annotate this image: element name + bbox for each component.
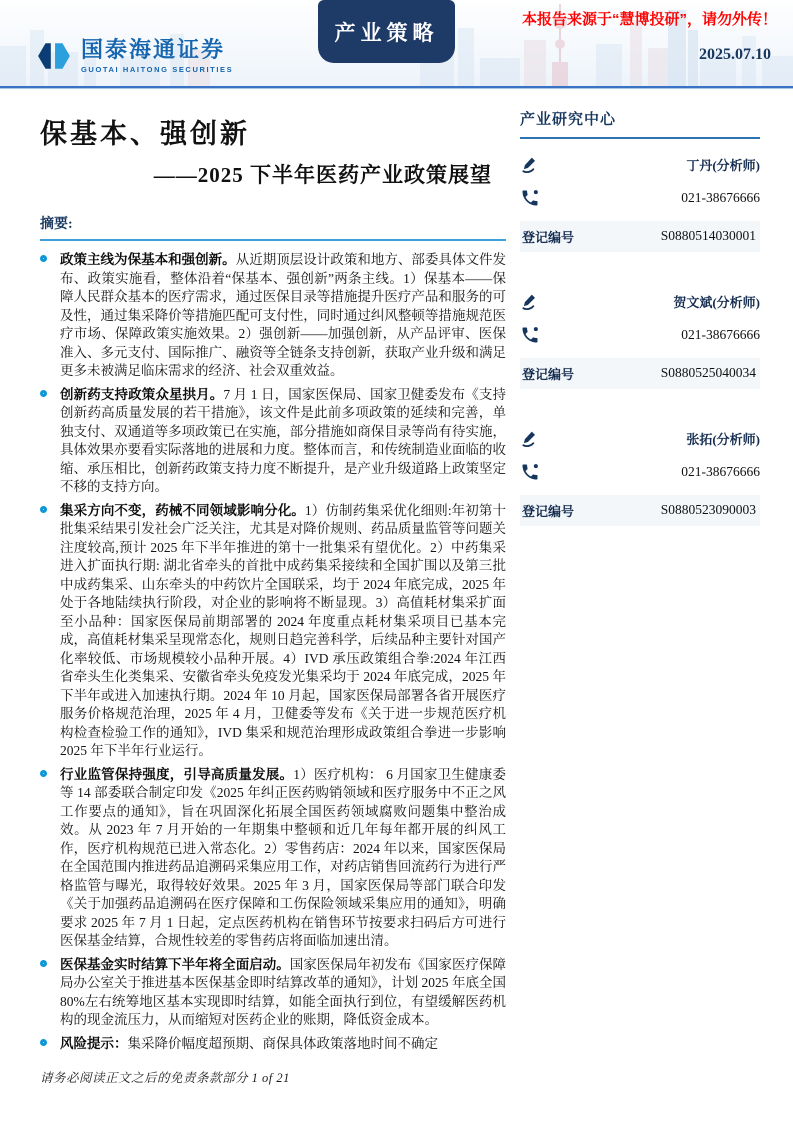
panel-title: 产业研究中心 — [520, 112, 617, 128]
analyst-phone-row — [520, 462, 760, 482]
bullet-text: 从近期顶层设计政策和地方、部委具体文件发布、政策实施看，整体沿着“保基本、强创新”两条主线。1）保基本——保障人民群众基本的医疗需求，通过医保目录等措施提升医疗产品和服务的可及性，通过集采降价等措施匹配可支付性，同时通过纠风整顿等措施规范医疗市场、保障政策实施效果。2）强创新——加强创新，从产品评审、医保准入、多元支付、国际推广、融资等全链条支持创新，获取产业升级和满足更多未被满足临床需求的经济、社会双重效益。 — [60, 252, 506, 378]
logo-text — [81, 38, 233, 74]
bullet-lead: 医保基金实时结算下半年将全面启动。 — [60, 956, 290, 972]
logo-gem-icon — [36, 40, 72, 72]
bullet-icon — [40, 960, 47, 967]
phone-icon — [520, 188, 540, 208]
bullet-text: 集采降价幅度超预期、商保具体政策落地时间不确定 — [127, 1035, 438, 1051]
registration-label: 登记编号 — [522, 229, 575, 245]
bullet-icon — [40, 390, 47, 397]
logo-name-cn: 国泰海通证券 — [81, 37, 226, 62]
logo-name-en: GUOTAI HAITONG SECURITIES — [81, 65, 234, 75]
company-logo — [36, 38, 233, 74]
analyst-name-row — [520, 429, 760, 449]
bullet-lead: 集采方向不变，药械不同领域影响分化。 — [60, 502, 305, 518]
registration-number: S0880525040034 — [660, 365, 756, 380]
category-badge: 产业策略 — [318, 0, 455, 63]
bullet-icon — [40, 255, 47, 262]
phone-icon — [520, 325, 540, 345]
analyst-phone-row — [520, 325, 760, 345]
header-divider — [0, 86, 793, 88]
bullet-text: 7 月 1 日，国家医保局、国家卫健委发布《支持创新药高质量发展的若干措施》，该文件是此前多项政策的延续和完善，单独支付、双通道等多项政策已在实施，部分措施如商保目录等尚有待实施，具体效果亦要看实际落地的进展和力度。整体而言，和传统制造业面临的收缩、承压相比，创新药政策支持力度不断提升，是产业升级道路上政策坚定不移的支持方向。 — [60, 386, 507, 494]
analyst-name: 张拓(分析师) — [686, 432, 760, 447]
analyst-block — [520, 292, 760, 389]
analyst-phone-row — [520, 188, 760, 208]
registration-row — [520, 221, 760, 252]
source-notice: 本报告来源于“慧博投研”，请勿外传！ — [521, 11, 777, 28]
registration-row — [520, 495, 760, 526]
summary-bullet — [40, 386, 506, 497]
bullet-lead: 风险提示： — [60, 1035, 128, 1051]
page-footer — [40, 1068, 290, 1086]
bullet-text: 1）医疗机构： 6 月国家卫生健康委等 14 部委联合制定印发《2025 年纠正医药购销领域和医疗服务中不正之风工作要点的通知》，旨在巩固深化拓展全国医药领域腐败问题集中整治成效。从 2023 年 7 月开始的一年期集中整顿和近几年每年都开展的纠风工作，医疗机构规范已进入常态化。2）零售药店：2024 年以来，国家医保局在全国范围内推进药品追溯码采集应用工作，对药店销售回流药行为进行严格监管与曝光，取得较好效果。2025 年 3 月，国家医保局等部门联合印发《关于加强药品追溯码在医疗保障和工伤保险领域采集应用的通知》，明确要求 2025 年 7 月 1 日起，定点医药机构在销售环节按要求扫码后方可进行医保基金结算，合规性较差的零售药店将面临加速出清。 — [60, 766, 506, 948]
analyst-phone: 021-38676666 — [681, 326, 760, 342]
report-title: 保基本、强创新 — [40, 119, 250, 149]
registration-number: S0880523090003 — [660, 502, 756, 517]
report-subtitle: ——2025 下半年医药产业政策展望 — [153, 163, 492, 187]
analyst-name: 贺文斌(分析师) — [673, 295, 760, 310]
bullet-text: 1）仿制药集采优化细则:年初第十批集采结果引发社会广泛关注，尤其是对降价规则、药品质量监管等问题关注度较高,预计 2025 年下半年推进的第十一批集采有望优化。2）中药集采进入扩面执行期: 湖北省牵头的首批中成药集采接续和全国扩围以及第三批中成药集采、山东牵头的中药饮片全国联采，均于 2024 年底完成，2025 年处于各地陆续执行阶段，对企业的影响将不断显现。3）高值耗材集采扩面至小品种：国家医保局前期部署的 2024 年度重点耗材集采项目已基本完成，高值耗材集采呈现常态化，规则日趋完善科学，后续品种主要针对国产化率较低、市场规模较小品种开展。4）IVD 承压政策组合拳:2024 年江西省牵头生化类集采、安徽省牵头免疫发光集采均于 2024 年底完成，2025 年下半年或进入加速执行期。2024 年 10 月起，国家医保局部署各省开展医疗服务价格规范治理，2025 年 4 月，卫健委等发布《关于进一步规范医疗机构检查检验工作的通知》，IVD 集采和规范治理形成政策组合拳进一步影响 2025 年下半年行业运行。 — [60, 502, 506, 758]
summary-list — [40, 251, 506, 1053]
pen-icon — [520, 429, 540, 449]
registration-row — [520, 358, 760, 389]
abstract-divider — [40, 239, 506, 241]
report-date: 2025.07.10 — [699, 46, 771, 63]
panel-divider — [520, 137, 760, 139]
research-center-panel — [520, 108, 760, 526]
report-header — [0, 0, 793, 86]
registration-label: 登记编号 — [522, 366, 575, 382]
analyst-name-row — [520, 292, 760, 312]
abstract-label: 摘要: — [40, 217, 73, 232]
analyst-phone: 021-38676666 — [681, 189, 760, 205]
footer-page-number: 1 of 21 — [251, 1071, 290, 1085]
bullet-icon — [40, 770, 47, 777]
analyst-block — [520, 429, 760, 526]
summary-column — [40, 112, 506, 1058]
pen-icon — [520, 155, 540, 175]
bullet-icon — [40, 506, 47, 513]
pen-icon — [520, 292, 540, 312]
analyst-block — [520, 155, 760, 252]
phone-icon — [520, 462, 540, 482]
summary-bullet — [40, 1035, 506, 1054]
bullet-lead: 创新药支持政策众星拱月。 — [60, 386, 224, 402]
analyst-name-row — [520, 155, 760, 175]
summary-bullet — [40, 502, 506, 761]
bullet-lead: 政策主线为保基本和强创新。 — [60, 252, 236, 267]
registration-label: 登记编号 — [522, 503, 575, 519]
analyst-name: 丁丹(分析师) — [686, 158, 760, 173]
bullet-lead: 行业监管保持强度，引导高质量发展。 — [60, 766, 294, 782]
analyst-phone: 021-38676666 — [681, 463, 760, 479]
bullet-icon — [40, 1039, 47, 1046]
summary-bullet — [40, 766, 506, 951]
summary-bullet — [40, 251, 506, 381]
summary-bullet — [40, 956, 506, 1030]
registration-number: S0880514030001 — [660, 228, 756, 243]
footer-disclaimer: 请务必阅读正文之后的免责条款部分 — [40, 1071, 249, 1085]
bullet-text: 国家医保局年初发布《国家医疗保障局办公室关于推进基本医保基金即时结算改革的通知》，计划 2025 年底全国 80%左右统筹地区基本实现即时结算，如能全面执行到位，有望缓解医药机构的现金流压力，从而缩短对医药企业的账期，降低资金成本。 — [60, 956, 506, 1027]
